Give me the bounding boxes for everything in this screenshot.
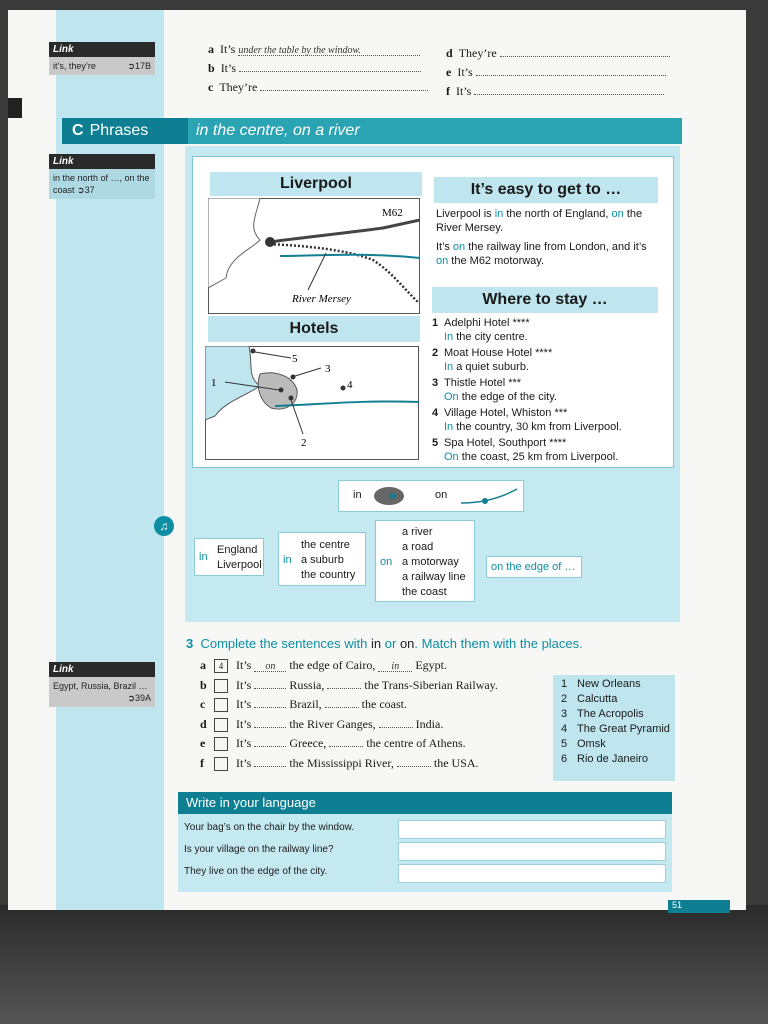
answer-checkbox[interactable] (214, 718, 228, 732)
grammar-box-4: on the edge of … (486, 556, 582, 578)
answer-field[interactable] (500, 46, 670, 57)
map-label-river: River Mersey (292, 293, 351, 305)
link-body: it’s, they’re (53, 61, 96, 71)
write-sentence: They live on the edge of the city. (184, 866, 328, 877)
blank-field[interactable] (254, 736, 286, 747)
exercise-3-instruction: 3 Complete the sentences with in or on. Match them with the places. (186, 636, 583, 651)
blank-field[interactable] (329, 736, 363, 747)
blank-field[interactable]: in (378, 661, 412, 672)
link-ref[interactable]: ➲17B (127, 61, 151, 71)
map-label-road: M62 (382, 207, 403, 219)
left-margin-band (56, 10, 164, 910)
translation-field[interactable] (398, 820, 666, 839)
hotel-entry: 5 Spa Hotel, Southport **** On the coast, 25 km from Liverpool. (432, 437, 619, 463)
answer-field[interactable] (476, 65, 666, 76)
place-item: 6 Rio de Janeiro (561, 753, 648, 765)
hotel-marker: 1 (211, 377, 217, 389)
blank-field[interactable] (254, 756, 286, 767)
hotel-entry: 2 Moat House Hotel **** In a quiet suburb. (432, 347, 553, 373)
place-item: 4 The Great Pyramid (561, 723, 670, 735)
link-ref[interactable]: ➲39A (127, 693, 151, 703)
link-title: Link (49, 662, 155, 677)
hotel-marker: 3 (325, 363, 331, 375)
exercise-3-row: a 4 It’s on the edge of Cairo, in Egypt. (200, 658, 447, 672)
write-heading: Write in your language (178, 792, 672, 814)
write-sentence: Your bag’s on the chair by the window. (184, 822, 355, 833)
place-item: 1 New Orleans (561, 678, 641, 690)
grammar-box-1: in England Liverpool (194, 538, 264, 576)
answer-field[interactable] (260, 80, 428, 91)
answer-checkbox[interactable] (214, 698, 228, 712)
in-shape-icon (371, 485, 411, 507)
liverpool-map (208, 198, 420, 314)
exercise-3-row: e It’s Greece, the centre of Athens. (200, 736, 466, 750)
blank-field[interactable] (254, 697, 286, 708)
hotel-marker: 5 (292, 353, 298, 365)
stay-heading: Where to stay … (432, 287, 658, 313)
hotels-map (205, 346, 419, 460)
link-ref[interactable]: ➲37 (77, 185, 95, 195)
hotel-entry: 4 Village Hotel, Whiston *** In the country, 30 km from Liverpool. (432, 407, 622, 433)
diagram-in-label: in (353, 489, 362, 501)
blank-field[interactable] (397, 756, 431, 767)
translation-field[interactable] (398, 864, 666, 883)
exercise-item-c: c They’re (208, 80, 428, 95)
exercise-item-d: d They’re (446, 46, 670, 61)
exercise-3-row: c It’s Brazil, the coast. (200, 697, 407, 711)
exercise-3-row: b It’s Russia, the Trans-Siberian Railway. (200, 677, 498, 692)
exercise-3-row: d It’s the River Ganges, India. (200, 716, 444, 731)
audio-icon[interactable]: ♫ (154, 516, 174, 536)
write-sentence: Is your village on the railway line? (184, 844, 334, 855)
answer-checkbox[interactable] (214, 757, 228, 771)
hotel-marker: 4 (347, 379, 353, 391)
answer-field[interactable] (239, 61, 421, 72)
grammar-box-3: on a river a road a motorway a railway line the coast (375, 520, 475, 602)
blank-field[interactable]: on (254, 661, 286, 672)
blank-field[interactable] (254, 678, 286, 689)
answer-field[interactable]: under the table by the window. (238, 45, 420, 56)
exercise-item-e: e It’s (446, 65, 666, 80)
grammar-box-2: in the centre a suburb the country (278, 532, 366, 586)
liverpool-heading: Liverpool (210, 172, 422, 196)
places-list (553, 675, 675, 781)
link-body: in the north of …, on the coast (53, 173, 150, 195)
place-item: 2 Calcutta (561, 693, 618, 705)
binding-mark (8, 98, 22, 118)
answer-checkbox[interactable]: 4 (214, 659, 228, 673)
answer-checkbox[interactable] (214, 679, 228, 693)
on-line-icon (459, 485, 519, 507)
link-box (49, 662, 155, 707)
answer-field[interactable] (474, 84, 664, 95)
exercise-item-b: b It’s (208, 61, 421, 76)
easy-paragraph-1: Liverpool is in the north of England, on the River Mersey. (436, 208, 643, 234)
background-shadow (0, 905, 768, 1024)
place-item: 3 The Acropolis (561, 708, 644, 720)
hotels-heading: Hotels (208, 316, 420, 342)
exercise-item-a: a It’s under the table by the window. (208, 42, 420, 57)
diagram-on-label: on (435, 489, 448, 501)
link-title: Link (49, 154, 155, 169)
place-item: 5 Omsk (561, 738, 606, 750)
blank-field[interactable] (379, 717, 413, 728)
blank-field[interactable] (254, 717, 286, 728)
easy-paragraph-2: It’s on the railway line from London, and it’s on the M62 motorway. (436, 241, 647, 267)
section-label: C Phrases (62, 118, 188, 144)
in-on-diagram (338, 480, 524, 512)
exercise-item-f: f It’s (446, 84, 664, 99)
link-box (49, 42, 155, 75)
translation-field[interactable] (398, 842, 666, 861)
page-number: 51 (668, 900, 730, 913)
link-body: Egypt, Russia, Brazil … (53, 681, 148, 691)
hotel-entry: 1 Adelphi Hotel **** In the city centre. (432, 317, 530, 343)
answer-checkbox[interactable] (214, 737, 228, 751)
exercise-3-row: f It’s the Mississippi River, the USA. (200, 755, 479, 770)
blank-field[interactable] (325, 697, 359, 708)
hotel-marker: 2 (301, 437, 307, 449)
blank-field[interactable] (327, 678, 361, 689)
section-title: in the centre, on a river (196, 122, 360, 139)
easy-heading: It’s easy to get to … (434, 177, 658, 203)
hotel-entry: 3 Thistle Hotel *** On the edge of the city. (432, 377, 557, 403)
link-title: Link (49, 42, 155, 57)
link-box (49, 154, 155, 199)
